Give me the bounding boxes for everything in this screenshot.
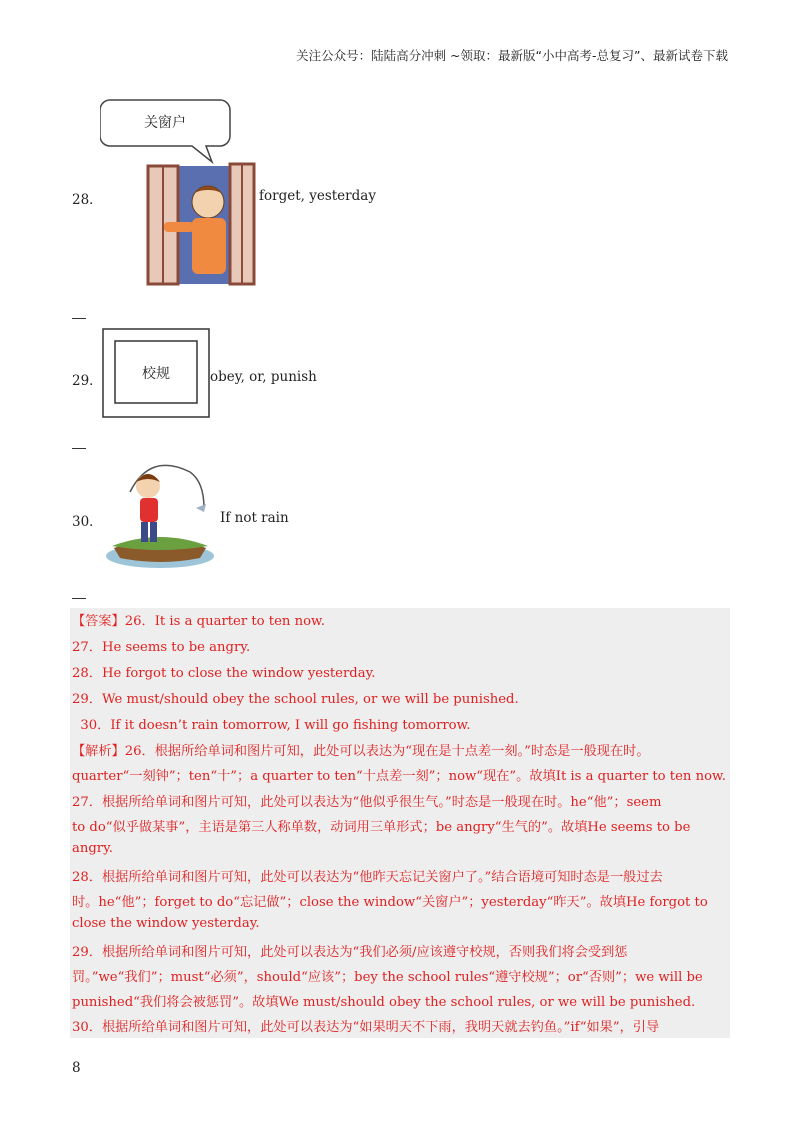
question-number-30: 30． [72,514,103,530]
page-number: 8 [72,1060,81,1076]
answer-line: 【答案】26．It is a quarter to ten now. [72,614,325,629]
question-words-29: obey, or, punish [210,369,317,385]
bubble-text: 关窗户 [144,115,186,131]
explanation-line: close the window yesterday. [72,916,260,931]
boy-fishing-illustration [100,452,220,574]
question-number-28: 28． [72,192,103,208]
school-rules-sign [102,328,210,418]
question-words-28: forget, yesterday [259,188,376,204]
explanation-line: 【解析】26．根据所给单词和图片可知，此处可以表达为“现在是十点差一刻。”时态是一般现在时。 [72,744,650,759]
question-words-30: If not rain [220,510,289,526]
answer-line: 27．He seems to be angry. [72,640,251,655]
explanation-line: 时。he“他”；forget to do“忘记做”；close the window“关窗户”；yesterday“昨天”。故填He forgot to [72,895,708,910]
answer-line: 30．If it doesn’t rain tomorrow, I will go fishing tomorrow. [72,718,471,733]
question-number-29: 29． [72,373,103,389]
page-header: 关注公众号：陆陆高分冲刺 ~领取：最新版“小中高考-总复习”、最新试卷下载 [296,48,728,63]
explanation-line: angry. [72,841,113,856]
window-boy-illustration [100,96,260,288]
explanation-line: punished“我们将会被惩罚”。故填We must/should obey the school rules, or we will be punished. [72,995,696,1010]
explanation-line: quarter“一刻钟”；ten“十”；a quarter to ten“十点差一刻”；now“现在”。故填It is a quarter to ten now. [72,769,726,784]
explanation-line: 29．根据所给单词和图片可知，此处可以表达为“我们必须/应该遵守校规，否则我们将会受到惩 [72,945,628,960]
answer-line: 29．We must/should obey the school rules, or we will be punished. [72,692,519,707]
explanation-line: 27．根据所给单词和图片可知，此处可以表达为“他似乎很生气。”时态是一般现在时。he“他”；seem [72,795,662,810]
explanation-line: 30．根据所给单词和图片可知，此处可以表达为“如果明天不下雨，我明天就去钓鱼。”if“如果”，引导 [72,1020,660,1035]
explanation-line: to do“似乎做某事”，主语是第三人称单数，动词用三单形式；be angry“生气的”。故填He seems to be [72,820,691,835]
explanation-line: 28．根据所给单词和图片可知，此处可以表达为“他昨天忘记关窗户了。”结合语境可知时态是一般过去 [72,870,663,885]
answer-blank-30 [72,598,86,599]
sign-text: 校规 [142,366,170,382]
explanation-line: 罚。”we“我们”；must“必须”，should“应该”；bey the school rules“遵守校规”；or“否则”；we will be [72,970,703,985]
answer-line: 28．He forgot to close the window yesterday. [72,666,376,681]
answer-blank-29 [72,448,86,449]
answer-blank-28 [72,318,86,319]
